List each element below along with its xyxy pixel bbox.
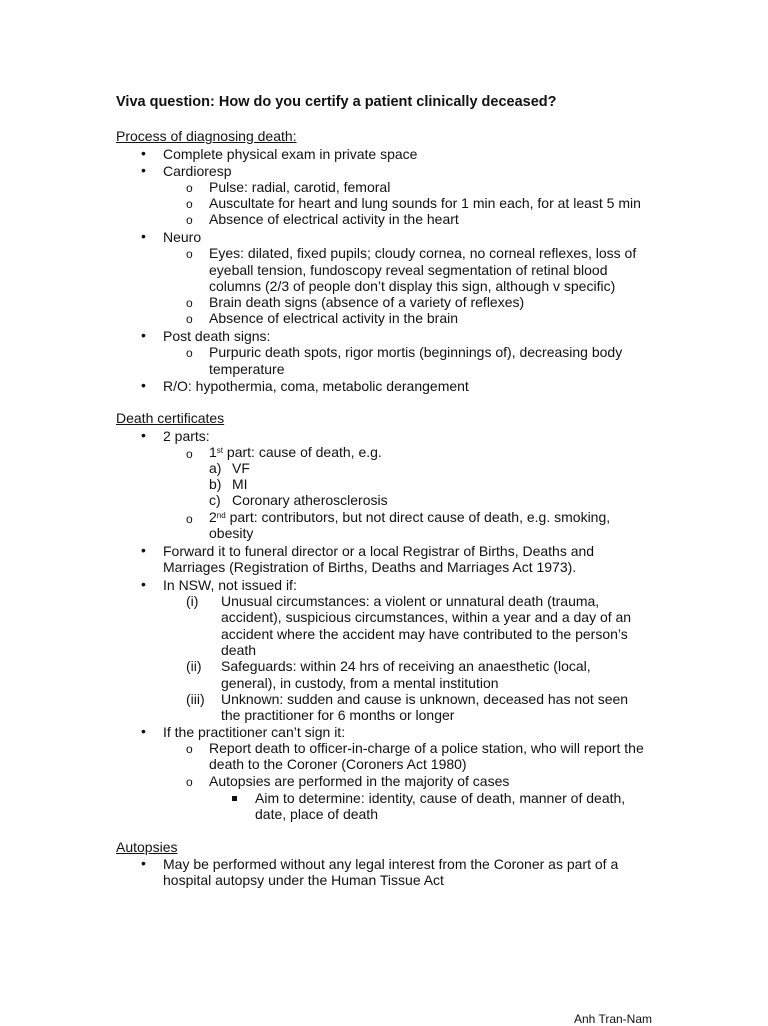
- bullet-icon: •: [141, 145, 146, 161]
- bullet-icon: •: [141, 377, 146, 393]
- list-item: Brain death signs (absence of a variety of reflexes): [209, 294, 525, 310]
- circle-bullet-icon: o: [186, 346, 193, 360]
- sub-list-item: VF: [232, 460, 250, 476]
- list-item: R/O: hypothermia, coma, metabolic derangement: [163, 378, 469, 394]
- bullet-icon: •: [141, 542, 146, 558]
- roman-numeral-label: (i): [186, 593, 199, 609]
- list-item-continued: death: [221, 642, 257, 658]
- circle-bullet-icon: o: [186, 775, 193, 789]
- bullet-icon: •: [141, 228, 146, 244]
- list-item: Safeguards: within 24 hrs of receiving an anaesthetic (local,: [221, 658, 591, 674]
- list-item-continued: death to the Coroner (Coroners Act 1980): [209, 756, 467, 772]
- list-item: Cardioresp: [163, 163, 232, 179]
- circle-bullet-icon: o: [186, 181, 193, 195]
- list-item: Unknown: sudden and cause is unknown, deceased has not seen: [221, 691, 629, 707]
- list-item-continued: eyeball tension, fundoscopy reveal segmentation of retinal blood: [209, 262, 608, 278]
- list-item: Pulse: radial, carotid, femoral: [209, 179, 391, 195]
- list-item: In NSW, not issued if:: [163, 577, 297, 593]
- circle-bullet-icon: o: [186, 512, 193, 526]
- list-item: 2nd part: contributors, but not direct cause of death, e.g. smoking,: [209, 509, 611, 525]
- bullet-icon: •: [141, 576, 146, 592]
- list-item: Complete physical exam in private space: [163, 146, 418, 162]
- list-item: Unusual circumstances: a violent or unnatural death (trauma,: [221, 593, 600, 609]
- list-item: Aim to determine: identity, cause of death, manner of death,: [255, 790, 626, 806]
- sub-list-item: Coronary atherosclerosis: [232, 492, 388, 508]
- sub-list-label: c): [209, 492, 221, 508]
- list-item: If the practitioner can’t sign it:: [163, 724, 346, 740]
- section-heading-diagnosing: Process of diagnosing death:: [116, 128, 297, 144]
- list-item-continued: Marriages (Registration of Births, Deaths and Marriages Act 1973).: [163, 559, 577, 575]
- list-item-continued: accident), suspicious circumstances, within a year and a day of an: [221, 609, 632, 625]
- roman-numeral-label: (ii): [186, 658, 202, 674]
- square-bullet-icon: [232, 796, 237, 801]
- circle-bullet-icon: o: [186, 213, 193, 227]
- list-item: May be performed without any legal interest from the Coroner as part of a: [163, 856, 619, 872]
- list-item: Auscultate for heart and lung sounds for 1 min each, for at least 5 min: [209, 195, 641, 211]
- circle-bullet-icon: o: [186, 197, 193, 211]
- page-title: Viva question: How do you certify a patient clinically deceased?: [116, 94, 557, 110]
- list-item-continued: date, place of death: [255, 806, 378, 822]
- author-footer: Anh Tran-Nam: [573, 1012, 652, 1026]
- list-item: Neuro: [163, 229, 202, 245]
- list-item: Absence of electrical activity in the heart: [209, 211, 459, 227]
- sub-list-label: b): [209, 476, 222, 492]
- list-item: Absence of electrical activity in the brain: [209, 310, 459, 326]
- section-heading-certificates: Death certificates: [116, 410, 225, 426]
- circle-bullet-icon: o: [186, 312, 193, 326]
- sub-list-item: MI: [232, 476, 248, 492]
- list-item-continued: general), in custody, from a mental institution: [221, 675, 499, 691]
- list-item-continued: the practitioner for 6 months or longer: [221, 707, 455, 723]
- section-heading-autopsies: Autopsies: [116, 839, 178, 855]
- list-item: Autopsies are performed in the majority of cases: [209, 773, 510, 789]
- list-item: 1st part: cause of death, e.g.: [209, 444, 382, 460]
- sub-list-label: a): [209, 460, 222, 476]
- list-item: Report death to officer-in-charge of a police station, who will report the: [209, 740, 644, 756]
- roman-numeral-label: (iii): [186, 691, 205, 707]
- bullet-icon: •: [141, 855, 146, 871]
- circle-bullet-icon: o: [186, 247, 193, 261]
- list-item: Eyes: dilated, fixed pupils; cloudy cornea, no corneal reflexes, loss of: [209, 245, 637, 261]
- list-item: Post death signs:: [163, 328, 271, 344]
- list-item-continued: hospital autopsy under the Human Tissue Act: [163, 872, 444, 888]
- bullet-icon: •: [141, 427, 146, 443]
- list-item: Forward it to funeral director or a local Registrar of Births, Deaths and: [163, 543, 595, 559]
- list-item-continued: obesity: [209, 525, 254, 541]
- list-item-continued: columns (2/3 of people don’t display this sign, although v specific): [209, 278, 616, 294]
- bullet-icon: •: [141, 723, 146, 739]
- circle-bullet-icon: o: [186, 742, 193, 756]
- list-item: Purpuric death spots, rigor mortis (beginnings of), decreasing body: [209, 344, 623, 360]
- bullet-icon: •: [141, 162, 146, 178]
- list-item-continued: accident where the accident may have contributed to the person’s: [221, 626, 628, 642]
- circle-bullet-icon: o: [186, 447, 193, 461]
- bullet-icon: •: [141, 327, 146, 343]
- list-item-continued: temperature: [209, 361, 285, 377]
- circle-bullet-icon: o: [186, 296, 193, 310]
- list-item: 2 parts:: [163, 428, 210, 444]
